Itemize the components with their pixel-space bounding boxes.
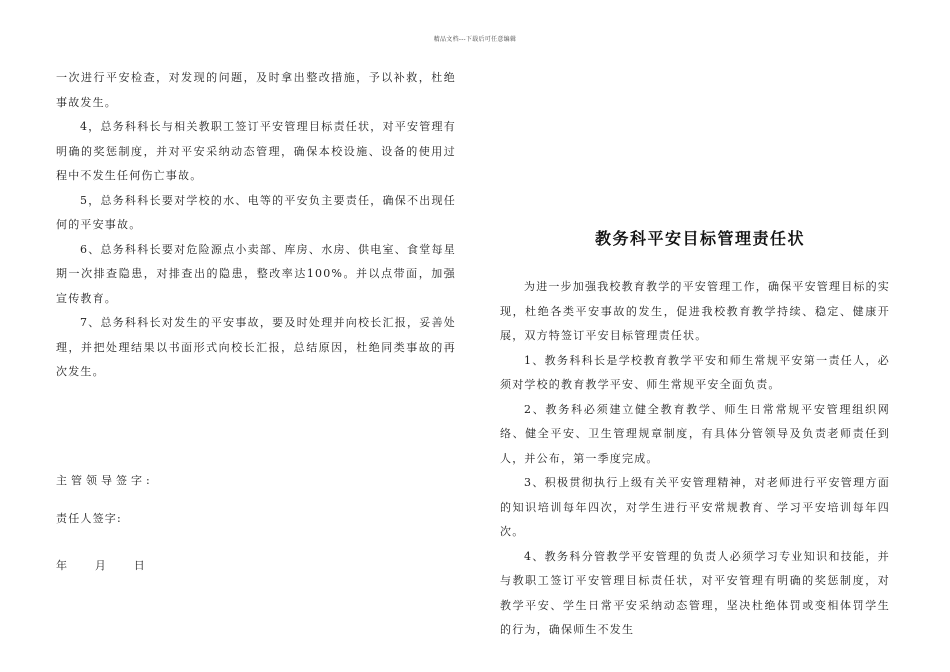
left-paragraph-3: 5，总务科科长要对学校的水、电等的平安负主要责任，确保不出现任何的平安事故。 <box>56 193 456 231</box>
right-paragraph-2: 1、教务科科长是学校教育教学平安和师生常规平安第一责任人，必须对学校的教育教学平安、师生常规平安全面负责。 <box>500 353 890 391</box>
page-header-note: 精品文档---下载后可任意编辑 <box>433 36 517 43</box>
right-column <box>500 275 890 643</box>
responsible-signature-label: 责任人签字: <box>56 512 122 525</box>
left-paragraph-4: 6、总务科科长要对危险源点小卖部、库房、水房、供电室、食堂每星期一次排查隐患，对排查出的隐患，整改率达100%。并以点带面，加强宣传教育。 <box>56 242 456 305</box>
leader-signature-label: 主管领导签字: <box>56 474 154 487</box>
left-paragraph-2: 4，总务科科长与相关教职工签订平安管理目标责任状，对平安管理有明确的奖惩制度，并对平安采纳动态管理，确保本校设施、设备的使用过程中不发生任何伤亡事故。 <box>56 120 456 182</box>
right-paragraph-3: 2、教务科必须建立健全教育教学、师生日常常规平安管理组织网络、健全平安、卫生管理规章制度，有具体分管领导及负责老师责任到人，并公布，第一季度完成。 <box>500 402 890 465</box>
document-title: 教务科平安目标管理责任状 <box>594 229 805 248</box>
left-paragraph-1: 一次进行平安检查，对发现的问题，及时拿出整改措施，予以补救，杜绝事故发生。 <box>56 71 456 109</box>
left-column <box>56 66 456 385</box>
right-paragraph-5: 4、教务科分管教学平安管理的负责人必须学习专业知识和技能，并与教职工签订平安管理目标责任状，对平安管理有明确的奖惩制度，对教学平安、学生日常平安采纳动态管理，坚决杜绝体罚或变相体罚学生的行为，确保师生不发生 <box>500 549 890 636</box>
right-paragraph-1: 为进一步加强我校教育教学的平安管理工作，确保平安管理目标的实现，杜绝各类平安事故的发生，促进我校教育教学持续、稳定、健康开展，双方特签订平安目标管理责任状。 <box>500 280 890 342</box>
date-line: 年 月 日 <box>56 559 146 572</box>
left-paragraph-5: 7、总务科科长对发生的平安事故，要及时处理并向校长汇报，妥善处理，并把处理结果以书面形式向校长汇报，总结原因，杜绝同类事故的再次发生。 <box>56 316 456 378</box>
right-paragraph-4: 3、积极贯彻执行上级有关平安管理精神，对老师进行平安管理方面的知识培训每年四次，对学生进行平安常规教育、学习平安培训每年四次。 <box>500 476 890 538</box>
